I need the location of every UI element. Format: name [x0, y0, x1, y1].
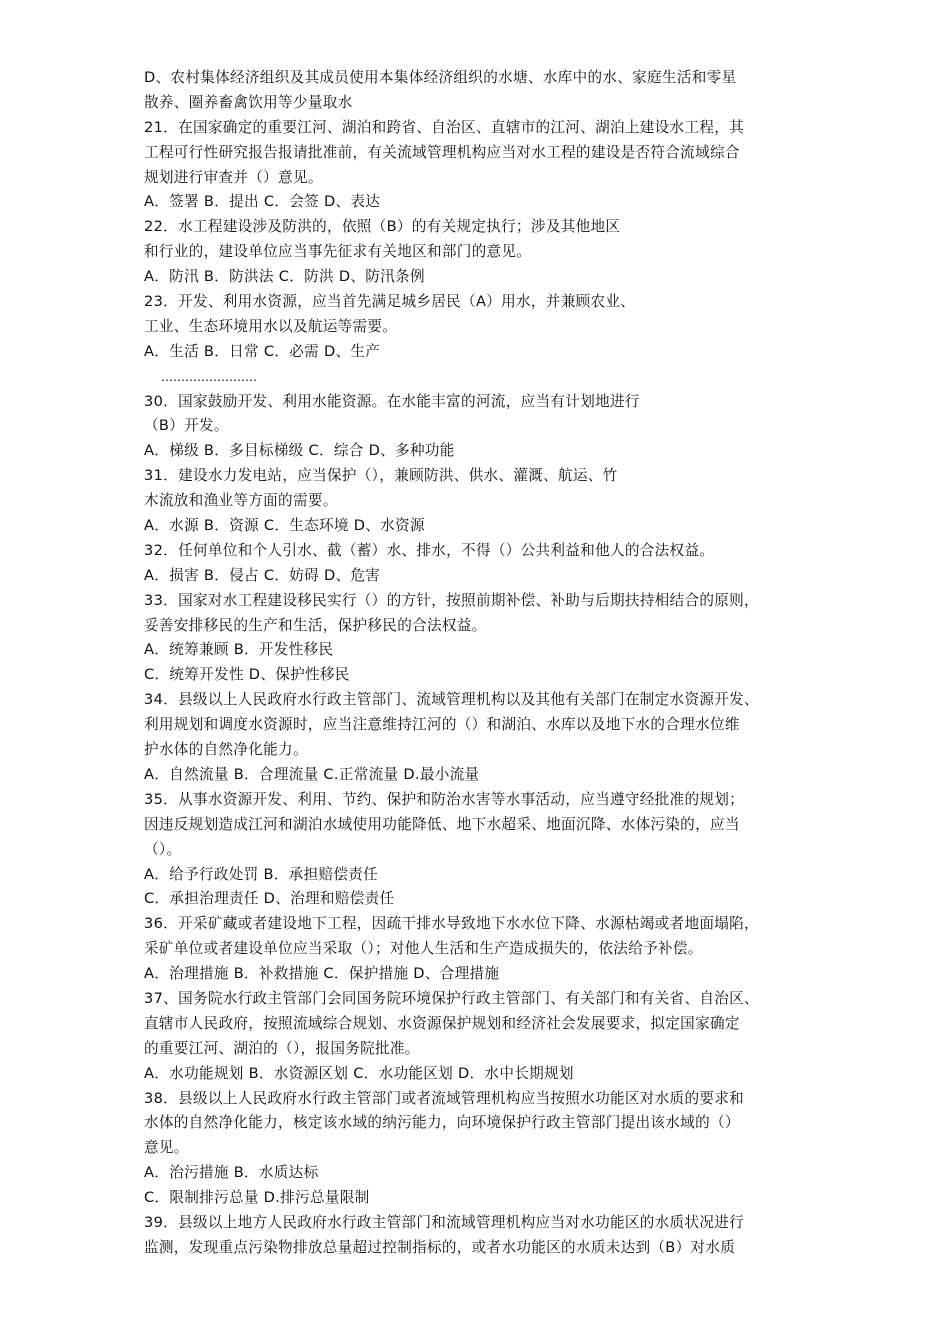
answer-options: A．水源 B．资源 C．生态环境 D、水资源: [144, 517, 425, 535]
question-38: 38．县级以上人民政府水行政主管部门或者流域管理机构应当按照水功能区对水质的要求和: [144, 1089, 745, 1107]
answer-options: A．生活 B．日常 C．必需 D、生产: [144, 342, 381, 360]
text-line: 水体的自然净化能力，核定该水域的纳污能力，向环境保护行政主管部门提出该水域的（）: [144, 1114, 740, 1132]
text-line: 和行业的，建设单位应当事先征求有关地区和部门的意见。: [144, 243, 532, 261]
answer-options: A．治理措施 B．补救措施 C．保护措施 D、合理措施: [144, 965, 500, 983]
answer-options: A．梯级 B．多目标梯级 C．综合 D、多种功能: [144, 442, 455, 460]
answer-options: C．限制排污总量 D.排污总量限制: [144, 1189, 370, 1207]
text-line: 散养、圈养畜禽饮用等少量取水: [144, 93, 353, 111]
text-line: 监测，发现重点污染物排放总量超过控制指标的，或者水功能区的水质未达到（B）对水质: [144, 1238, 736, 1256]
text-line: （B）开发。: [144, 417, 229, 435]
text-line: 规划进行审查并（）意见。: [144, 168, 323, 186]
document-body: [144, 66, 812, 1261]
answer-options: C．统筹开发性 D、保护性移民: [144, 666, 350, 684]
text-line: 木流放和渔业等方面的需要。: [144, 492, 338, 510]
question-33: 33．国家对水工程建设移民实行（）的方针，按照前期补偿、补助与后期扶持相结合的原则，: [144, 591, 759, 609]
answer-options: A．治污措施 B．水质达标: [144, 1164, 319, 1182]
answer-options: A．防汛 B．防洪法 C．防洪 D、防汛条例: [144, 268, 425, 286]
text-line: （）。: [144, 840, 182, 858]
question-36: 36．开采矿藏或者建设地下工程，因疏干排水导致地下水水位下降、水源枯竭或者地面塌陷，: [144, 915, 759, 933]
text-line: 采矿单位或者建设单位应当采取（）；对他人生活和生产造成损失的，依法给予补偿。: [144, 940, 703, 958]
question-34: 34．县级以上人民政府水行政主管部门、流域管理机构以及其他有关部门在制定水资源开发、: [144, 691, 759, 709]
text-line: 的重要江河、湖泊的（），报国务院批准。: [144, 1039, 420, 1057]
text-line: 利用规划和调度水资源时，应当注意维持江河的（）和湖泊、水库以及地下水的合理水位维: [144, 716, 740, 734]
question-32: 32．任何单位和个人引水、截（蓄）水、排水，不得（）公共利益和他人的合法权益。: [144, 541, 715, 559]
text-line: 意见。: [144, 1139, 189, 1157]
text-line: 因违反规划造成江河和湖泊水域使用功能降低、地下水超采、地面沉降、水体污染的，应当: [144, 815, 740, 833]
answer-options: A．统筹兼顾 B．开发性移民: [144, 641, 334, 659]
question-23: 23．开发、利用水资源，应当首先满足城乡居民（A）用水，并兼顾农业、: [144, 293, 636, 311]
answer-options: C．承担治理责任 D、治理和赔偿责任: [144, 890, 395, 908]
question-31: 31．建设水力发电站，应当保护（），兼顾防洪、供水、灌溉、航运、竹: [144, 467, 618, 485]
text-line: D、农村集体经济组织及其成员使用本集体经济组织的水塘、水库中的水、家庭生活和零星: [144, 69, 737, 86]
answer-options: A．水功能规划 B．水资源区划 C．水功能区划 D．水中长期规划: [144, 1064, 574, 1082]
text-line: 工程可行性研究报告报请批准前，有关流域管理机构应当对水工程的建设是否符合流域综合: [144, 143, 740, 161]
answer-options: A．签署 B．提出 C．会签 D、表达: [144, 193, 381, 211]
question-39: 39．县级以上地方人民政府水行政主管部门和流域管理机构应当对水功能区的水质状况进行: [144, 1213, 745, 1231]
text-line: 护水体的自然净化能力。: [144, 741, 308, 759]
text-line: 直辖市人民政府，按照流域综合规划、水资源保护规划和经济社会发展要求，拟定国家确定: [144, 1014, 740, 1032]
text-line: 工业、生态环境用水以及航运等需要。: [144, 317, 398, 335]
question-30: 30．国家鼓励开发、利用水能资源。在水能丰富的河流，应当有计划地进行: [144, 392, 640, 410]
text-line: 妥善安排移民的生产和生活，保护移民的合法权益。: [144, 616, 487, 634]
question-37: 37、国务院水行政主管部门会同国务院环境保护行政主管部门、有关部门和有关省、自治区、: [144, 989, 759, 1007]
question-21: 21．在国家确定的重要江河、湖泊和跨省、自治区、直辖市的江河、湖泊上建设水工程，其: [144, 118, 745, 136]
question-22: 22．水工程建设涉及防洪的，依照（B）的有关规定执行；涉及其他地区: [144, 218, 621, 236]
answer-options: A．自然流量 B．合理流量 C.正常流量 D.最小流量: [144, 765, 480, 783]
answer-options: A．给予行政处罚 B．承担赔偿责任: [144, 865, 379, 883]
question-35: 35．从事水资源开发、利用、节约、保护和防治水害等水事活动，应当遵守经批准的规划；: [144, 790, 745, 808]
answer-options: A．损害 B．侵占 C．妨碍 D、危害: [144, 566, 381, 584]
ellipsis-separator: ……………………: [161, 369, 257, 384]
